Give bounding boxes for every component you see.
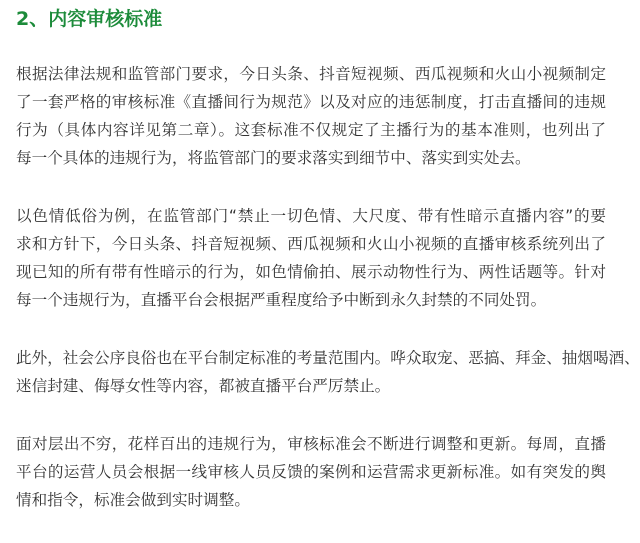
paragraph-line: 平台的运营人员会根据一线审核人员反馈的案例和运营需求更新标准。如有突发的舆 [16, 463, 606, 481]
paragraph-line: 行为（具体内容详见第二章）。这套标准不仅规定了主播行为的基本准则，也列出了 [16, 121, 606, 139]
paragraph-line: 现已知的所有带有性暗示的行为，如色情偷拍、展示动物性行为、两性话题等。针对 [16, 263, 606, 281]
paragraph-line: 每一个具体的违规行为，将监管部门的要求落实到细节中、落实到实处去。 [16, 149, 531, 167]
paragraph-line: 了一套严格的审核标准《直播间行为规范》以及对应的违惩制度，打击直播间的违规 [16, 93, 606, 111]
paragraph-line: 根据法律法规和监管部门要求，今日头条、抖音短视频、西瓜视频和火山小视频制定 [16, 65, 606, 83]
paragraph-line: 情和指令，标准会做到实时调整。 [16, 491, 250, 509]
paragraph-line: 每一个违规行为，直播平台会根据严重程度给予中断到永久封禁的不同处罚。 [16, 291, 547, 309]
paragraph-line: 此外，社会公序良俗也在平台制定标准的考量范围内。哗众取宠、恶搞、拜金、抽烟喝酒、 [16, 349, 640, 367]
paragraph-line: 求和方针下，今日头条、抖音短视频、西瓜视频和火山小视频的直播审核系统列出了 [16, 235, 606, 253]
paragraph-line: 以色情低俗为例，在监管部门“禁止一切色情、大尺度、带有性暗示直播内容”的要 [16, 207, 606, 225]
section-heading: 2、内容审核标准 [16, 8, 163, 30]
paragraph-line: 迷信封建、侮辱女性等内容，都被直播平台严厉禁止。 [16, 377, 391, 395]
paragraph-line: 面对层出不穷，花样百出的违规行为，审核标准会不断进行调整和更新。每周，直播 [16, 435, 606, 453]
